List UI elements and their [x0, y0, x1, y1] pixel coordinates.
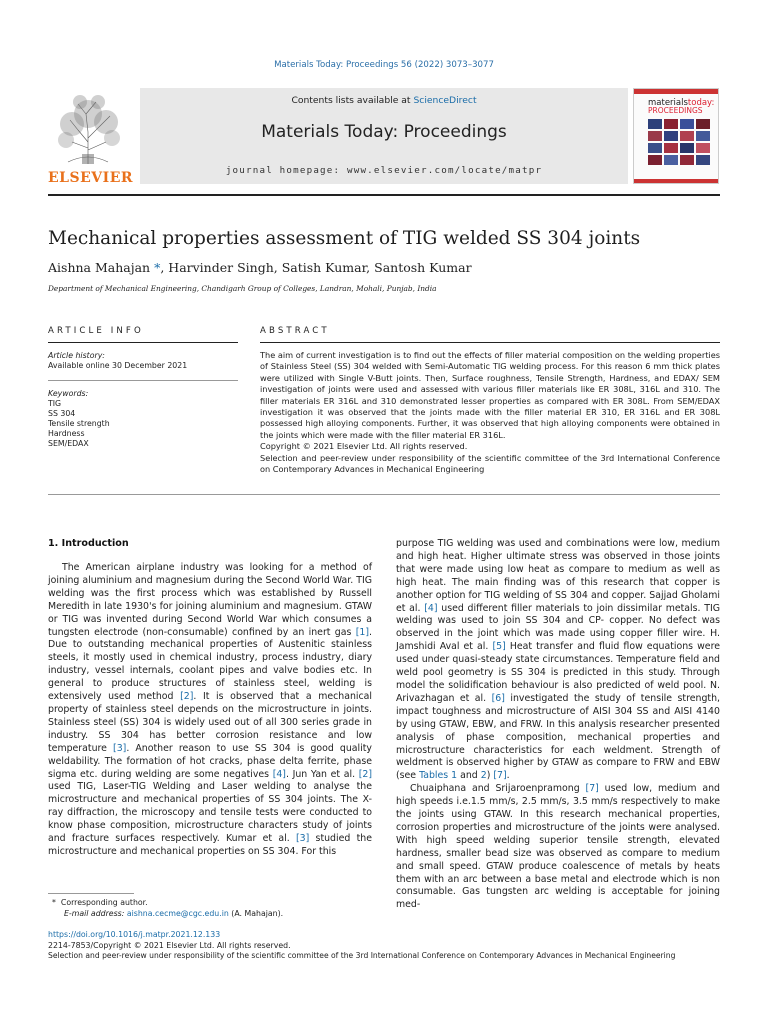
author-list: [48, 260, 472, 275]
keyword: SS 304: [48, 409, 76, 418]
cover-title-3: PROCEEDINGS: [648, 106, 703, 115]
ref-link[interactable]: [3]: [113, 742, 127, 754]
affiliation: Department of Mechanical Engineering, Chandigarh Group of Colleges, Landran, Mohali, Punjab, India: [48, 284, 437, 293]
table-link[interactable]: Tables 1: [419, 770, 458, 782]
page-footer: [48, 930, 720, 962]
ref-link[interactable]: [5]: [492, 641, 506, 653]
keywords-label: Keywords:: [48, 389, 89, 398]
ref-link[interactable]: [7]: [585, 783, 599, 795]
keyword: SEM/EDAX: [48, 439, 89, 448]
intro-left-column: [48, 562, 372, 859]
article-info-heading: ARTICLE INFO: [48, 326, 144, 336]
keyword: Tensile strength: [48, 419, 110, 428]
intro-right-column: [396, 538, 720, 912]
author-rest: , Harvinder Singh, Satish Kumar, Santosh Kumar: [160, 260, 472, 275]
article-history: [48, 351, 238, 371]
table-link[interactable]: 2: [480, 770, 487, 782]
ref-link[interactable]: [4]: [272, 768, 286, 780]
info-divider: [48, 380, 238, 381]
abstract-body: [260, 350, 720, 475]
abstract-bottom-rule: [48, 494, 720, 495]
sciencedirect-link[interactable]: ScienceDirect: [413, 95, 477, 106]
cover-image-grid: [648, 119, 710, 165]
elsevier-logo: [48, 92, 134, 186]
cover-bottom-band: [634, 179, 719, 183]
keyword: Hardness: [48, 429, 85, 438]
email-label: E-mail address:: [64, 908, 127, 918]
ref-link[interactable]: [1]: [355, 626, 370, 638]
abstract-review-note: Selection and peer-review under responsibility of the scientific committee of the 3rd International Conference on Contemporary Advances in Mechanical Engineering: [260, 452, 720, 475]
journal-cover: [633, 88, 719, 184]
elsevier-tree-icon: [48, 92, 130, 166]
cover-top-band: [634, 89, 719, 94]
journal-citation[interactable]: Materials Today: Proceedings 56 (2022) 3073–3077: [274, 60, 494, 70]
footnote: [52, 898, 372, 919]
history-value: Available online 30 December 2021: [48, 361, 188, 370]
header-rule: [48, 194, 720, 196]
email-owner: (A. Mahajan).: [228, 908, 284, 918]
abstract-heading: ABSTRACT: [260, 326, 330, 336]
cover-title-1: materials: [648, 98, 688, 108]
abstract-rule: [260, 342, 720, 343]
issn-copyright: 2214-7853/Copyright © 2021 Elsevier Ltd. All rights reserved.: [48, 940, 291, 950]
ref-link[interactable]: [7]: [493, 770, 507, 782]
footnote-corresponding: Corresponding author.: [60, 898, 148, 907]
journal-title: Materials Today: Proceedings: [261, 122, 507, 142]
section-heading-introduction: 1. Introduction: [48, 538, 129, 549]
abstract-text: The aim of current investigation is to find out the effects of filler material composition on the welding properties of Stainless Steel (SS) 304 welded with Semi-Automatic TIG welding process. For this reason 6 mm thick plates were utilized with Single V-Butt joints. Then, Surface roughness, Tensile Strength, Hardness, and EDAX/ SEM investigation of joints were used and assessed with various filler materials like ER 308L, 316L and 310. The filler materials ER 316L and 310 demonstrated lesser properties as compared with ER 308L. From SEM/EDAX investigation it was observed that the joints made with the filler material ER 310, ER 316L and ER 308L possessed high alloying components. Further, it was observed that high alloying components were obtained in the joints which were made with the filler material ER 316L.: [260, 350, 720, 440]
ref-link[interactable]: [3]: [295, 833, 310, 845]
ref-link[interactable]: [2]: [358, 768, 372, 780]
contents-line: [140, 95, 628, 106]
ref-link[interactable]: [4]: [424, 602, 438, 614]
elsevier-wordmark: ELSEVIER: [48, 170, 134, 186]
article-info-rule: [48, 342, 238, 343]
intro-paragraph: The American airplane industry was looking for a method of joining aluminium and magnesium during the Second World War. TIG welding was the first process which was established by Russell Meredith in late 1930's for joining aluminium and magnesium. GTAW or TIG was invented during Second World War which consumes a tungsten electrode (non-consumable) confined by an inert gas [1]. Due to outstanding mechanical properties of Austenitic stainless steels, it mostly used in chemical industry, process industry, diary industry, vessel internals, coolant pipes and valve bodies etc. In general to produce structures of stainless steel, welding is extensively used method [2]. It is observed that a mechanical property of stainless steel depends on the microstructure in joints. Stainless steel (SS) 304 is widely used out of all 300 series grade in industry. SS 304 has better corrosion resistance and low temperature [3]. Another reason to use SS 304 is good quality weldability. The formation of hot cracks, phase delta ferrite, phase sigma etc. during welding are some negatives [4]. Jun Yan et al. [2] used TIG, Laser-TIG Welding and Laser welding to analyse the microstructure and mechanical properties of SS 304 joints. The X-ray diffraction, the microscopy and tensile tests were conducted to know phase composition, microstructure characters study of joints and fracture surfaces respectively. Kumar et al. [3] studied the microstructure and mechanical properties on SS 304. For this: [48, 562, 373, 857]
footnote-marker: *: [52, 898, 56, 907]
keywords-block: [48, 389, 238, 449]
journal-homepage[interactable]: journal homepage: www.elsevier.com/locate/matpr: [225, 165, 543, 176]
intro-paragraph: Chuaiphana and Srijaroenpramong [7] used low, medium and high speeds i.e.1.5 mm/s, 2.5 mm/s, 3.5 mm/s respectively to make the joints using GTAW. In this research mechanical properties, corrosion properties and microstructure of the joints were analysed. With high speed welding superior tensile strength, elevated hardness, smaller bead size was observed as compare to medium and small speed. GTAW produce coalescence of metals by heats them with an arc between a base metal and electrode which is non consumable. Gas tungsten arc welding is acceptable for joining med-: [396, 783, 720, 911]
cover-title-2: today:: [687, 98, 715, 108]
intro-paragraph-continued: purpose TIG welding was used and combinations were low, medium and high heat. Higher ultimate stress was observed in those joints that were made using low heat as compare to medium as well as high heat. The main finding was of this research that copper is another option for TIG welding of SS 304 and copper. Sajjad Gholami et al. [4] used different filler materials to join dissimilar metals. TIG welding was used to join SS 304 and CP- copper. No defect was observed in the joint which was made using copper filler wire. H. Jamshidi Aval et al. [5] Heat transfer and fluid flow equations were used under quasi-steady state circumstances. Temperature field and weld pool geometry is SS 304 is predicted in this study. Through model the solidification behaviour is also predicted of weld pool. N. Arivazhagan et al. [6] investigated the study of tensile strength, impact toughness and microstructure of AISI 304 SS and AISI 4140 by using GTAW, EBW, and FRW. In this analysis researcher presented analysis of phase composition, mechanical properties and microstructure characteristics for each weldment. Strength of weldment is observed higher by GTAW as compare to FRW and EBW (see Tables 1 and 2) [7].: [396, 538, 720, 782]
footnote-rule: [48, 893, 134, 894]
ref-link[interactable]: [6]: [491, 692, 505, 704]
ref-link[interactable]: [2]: [180, 691, 194, 703]
keyword: TIG: [48, 399, 62, 408]
email-link[interactable]: aishna.cecme@cgc.edu.in: [126, 908, 229, 918]
article-title: Mechanical properties assessment of TIG welded SS 304 joints: [48, 228, 641, 249]
author-first: Aishna Mahajan: [48, 260, 151, 275]
corresponding-author-marker[interactable]: *: [150, 260, 161, 275]
doi-link[interactable]: https://doi.org/10.1016/j.matpr.2021.12.133: [48, 930, 221, 939]
history-label: Article history:: [48, 351, 105, 360]
footer-review-note: Selection and peer-review under responsibility of the scientific committee of the 3rd International Conference on Contemporary Advances in Mechanical Engineering: [48, 951, 676, 960]
abstract-copyright: Copyright © 2021 Elsevier Ltd. All rights reserved.: [260, 441, 468, 452]
contents-prefix: Contents lists available at: [291, 95, 414, 106]
